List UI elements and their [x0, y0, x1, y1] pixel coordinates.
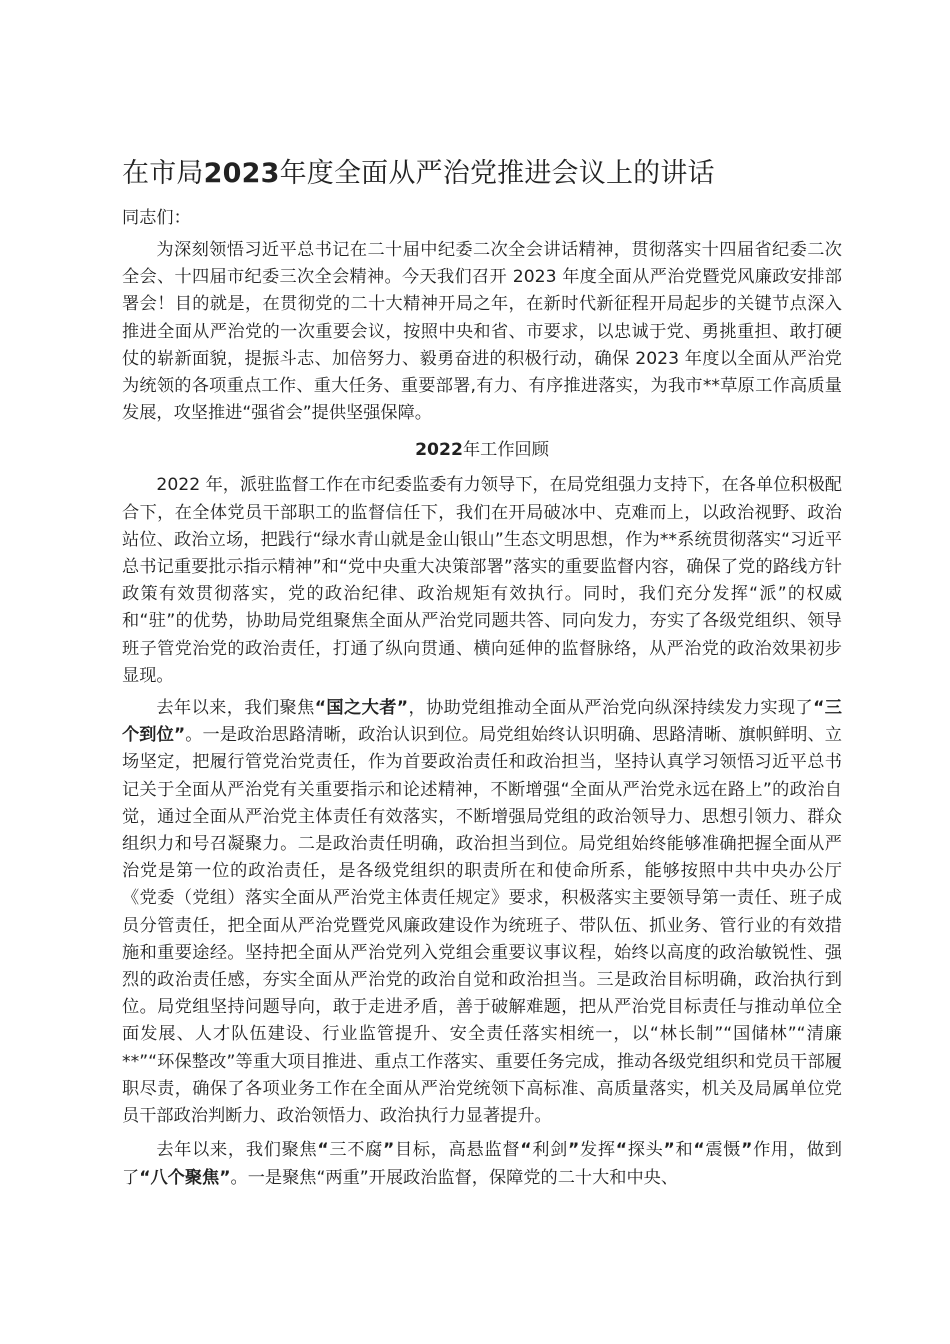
section-heading-year: 2022 — [415, 440, 463, 461]
bold-run: “ — [615, 1140, 628, 1161]
text-run: 作用，做到了 — [122, 1140, 842, 1188]
bold-run: “ — [520, 1140, 532, 1161]
text-run: 和 — [674, 1140, 694, 1161]
section-heading-text: 年工作回顾 — [462, 440, 549, 461]
text-run: 三不腐 — [328, 1140, 384, 1161]
review-paragraph: 2022 年，派驻监督工作在市纪委监委有力领导下，在局党组强力支持下，在各单位积极配合下，在全体党员干部职工的监督信任下，我们在开局破冰中、克难而上，以政治视野、政治站位、政治立场，把践行“绿水青山就是金山银山”生态文明思想，作为**系统贯彻落实“习近平总书记重要批示指示精神”和“党中央重大决策部署”落实的重要监督内容，确保了党的路线方针政策有效贯彻落实，党的政治纪律、政治规矩有效执行。同时，我们充分发挥“派”的权威和“驻”的优势，协助局党组聚焦全面从严治党同题共答、同向发力，夯实了各级党组织、领导班子管党治党的政治责任，打通了纵向贯通、横向延伸的监督脉络，从严治党的政治效果初步显现。 — [122, 475, 842, 686]
text-run: ，协助党组推动全面从严治党向纵深持续发力实现了 — [408, 698, 814, 719]
bold-run: “八个聚焦” — [139, 1167, 231, 1188]
text-run: 利剑 — [531, 1140, 568, 1161]
bold-run: ” — [741, 1140, 753, 1161]
bold-run: ” — [567, 1140, 580, 1161]
document-title — [122, 150, 842, 198]
bold-run: “ — [317, 1140, 329, 1161]
focus-paragraph — [122, 695, 842, 1130]
text-run: 目标，高悬监督 — [394, 1140, 521, 1161]
intro-paragraph: 为深刻领悟习近平总书记在二十届中纪委二次全会讲话精神，贯彻落实十四届省纪委二次全会、十四届市纪委三次全会精神。今天我们召开 2023 年度全面从严治党暨党风廉政安排部署会！目的就是，在贯彻党的二十大精神开局之年，在新时代新征程开局起步的关键节点深入推进全面从严治党的一次重要会议，按照中央和省、市要求，以忠诚于党、勇挑重担、敢打硬仗的崭新面貌，提振斗志、加倍努力、毅勇奋进的积极行动，确保 2023 年度以全面从严治党为统领的各项重点工作、重大任务、重要部署,有力、有序推进落实，为我市**草原工作高质量发展，攻坚推进“强省会”提供坚强保障。 — [122, 240, 842, 424]
bold-run: “ — [693, 1140, 705, 1161]
text-run: 震慑 — [704, 1140, 742, 1161]
text-run: 去年以来，我们聚焦 — [156, 1140, 318, 1161]
text-run: 发挥 — [579, 1140, 616, 1161]
title-suffix: 年度全面从严治党推进会议上的讲话 — [279, 158, 715, 189]
section-heading — [122, 436, 842, 464]
text-run: 。一是聚焦“两重”开展政治监督，保障党的二十大和中央、 — [230, 1167, 679, 1188]
text-run: 探头 — [627, 1140, 664, 1161]
text-run: 去年以来，我们聚焦 — [156, 698, 315, 719]
three-no-corruption-paragraph — [122, 1137, 842, 1191]
document-page — [122, 150, 842, 1192]
text-run: 。一是政治思路清晰，政治认识到位。局党组始终认识明确、思路清晰、旗帜鲜明、立场坚定，把履行管党治党责任，作为首要政治责任和政治担当，坚持认真学习领悟习近平总书记关于全面从严治党有关重要指示和论述精神，不断增强“全面从严治党永远在路上”的政治自觉，通过全面从严治党主体责任有效落实，不断增强局党组的政治领导力、思想引领力、群众组织力和号召凝聚力。二是政治责任明确，政治担当到位。局党组始终能够准确把握全面从严治党是第一位的政治责任，是各级党组织的职责所在和使命所系，能够按照中共中央办公厅《党委（党组）落实全面从严治党主体责任规定》要求，积极落实主要领导第一责任、班子成员分管责任，把全面从严治党暨党风廉政建设作为统班子、带队伍、抓业务、管行业的有效措施和重要途经。坚持把全面从严治党列入党组会重要议事议程，始终以高度的政治敏锐性、强烈的政治责任感，夯实全面从严治党的政治自觉和政治担当。三是政治目标明确，政治执行到位。局党组坚持问题导向，敢于走进矛盾，善于破解难题，把从严治党目标责任与推动单位全面发展、人才队伍建设、行业监管提升、安全责任落实相统一，以“林长制”“国储林”“清廉**”“环保整改”等重大项目推进、重点工作落实、重要任务完成，推动各级党组织和党员干部履职尽责，确保了各项业务工作在全面从严治党统领下高标准、高质量落实，机关及局属单位党员干部政治判断力、政治领悟力、政治执行力显著提升。 — [122, 725, 842, 1127]
bold-run: ” — [383, 1140, 395, 1161]
bold-run: ” — [663, 1140, 675, 1161]
bold-run: “三个到位” — [122, 698, 842, 746]
bold-run: “国之大者” — [314, 698, 409, 719]
salutation: 同志们： — [122, 208, 191, 228]
title-year: 2023 — [203, 158, 280, 189]
title-prefix: 在市局 — [122, 158, 204, 189]
